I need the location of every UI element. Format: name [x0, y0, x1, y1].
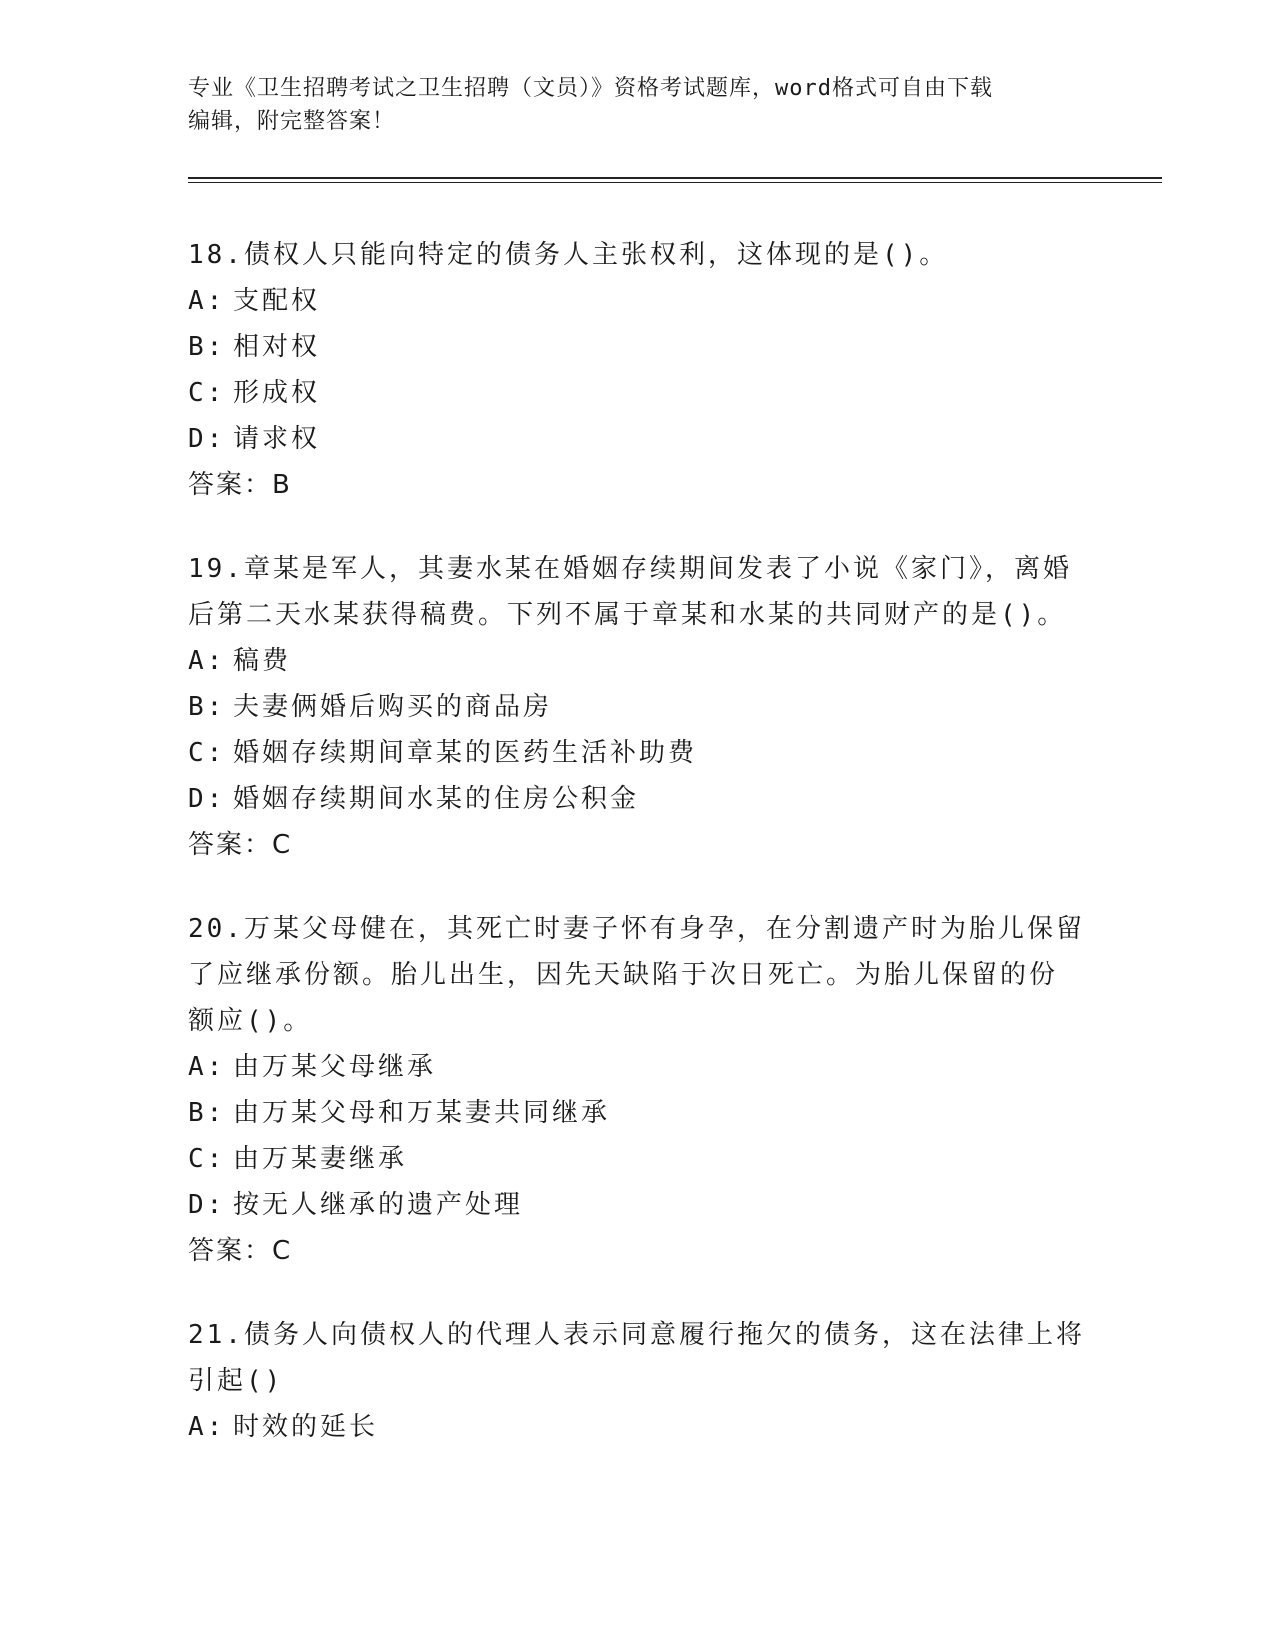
option-text: 婚姻存续期间水某的住房公积金: [233, 784, 640, 814]
option-key: C:: [188, 378, 226, 408]
option-d: [188, 776, 1088, 822]
option-b: [188, 1090, 1088, 1136]
option-key: C:: [188, 738, 226, 768]
option-d: [188, 1182, 1088, 1228]
option-key: B:: [188, 332, 226, 362]
option-text: 时效的延长: [233, 1412, 379, 1442]
option-text: 形成权: [233, 378, 321, 408]
question-text-line-2: 了应继承份额。胎儿出生，因先天缺陷于次日死亡。为胎儿保留的份: [188, 960, 1059, 990]
option-b: [188, 684, 1088, 730]
option-text: 请求权: [233, 424, 321, 454]
question-text-line-1: 19.章某是军人，其妻水某在婚姻存续期间发表了小说《家门》，离婚: [188, 554, 1072, 584]
option-b: [188, 324, 1088, 370]
option-a: [188, 1044, 1088, 1090]
option-text: 按无人继承的遗产处理: [233, 1190, 524, 1220]
option-text: 相对权: [233, 332, 321, 362]
option-text: 由万某妻继承: [233, 1144, 408, 1174]
document-header: [188, 72, 1088, 138]
question-text-line-1: 21.债务人向债权人的代理人表示同意履行拖欠的债务，这在法律上将: [188, 1320, 1085, 1350]
option-text: 婚姻存续期间章某的医药生活补助费: [233, 738, 698, 768]
header-divider: [188, 177, 1162, 179]
question-text-line-1: 20.万某父母健在，其死亡时妻子怀有身孕，在分割遗产时为胎儿保留: [188, 914, 1085, 944]
header-line-2: 编辑，附完整答案！: [188, 109, 396, 134]
option-key: A:: [188, 1412, 226, 1442]
option-key: A:: [188, 646, 226, 676]
question-text-line-2: 后第二天水某获得稿费。下列不属于章某和水某的共同财产的是()。: [188, 600, 1067, 630]
question-20: [188, 906, 1088, 1274]
question-19: [188, 546, 1088, 868]
header-line-1: 专业《卫生招聘考试之卫生招聘（文员）》资格考试题库，word格式可自由下载: [188, 76, 993, 101]
option-key: B:: [188, 1098, 226, 1128]
question-21: [188, 1312, 1088, 1450]
header-divider-thin: [188, 182, 1162, 183]
option-text: 由万某父母和万某妻共同继承: [233, 1098, 611, 1128]
option-a: [188, 1404, 1088, 1450]
question-text-line-3: 额应()。: [188, 1006, 313, 1036]
option-key: B:: [188, 692, 226, 722]
option-text: 由万某父母继承: [233, 1052, 437, 1082]
option-key: A:: [188, 1052, 226, 1082]
option-c: [188, 370, 1088, 416]
question-list: [188, 232, 1088, 1488]
question-18: [188, 232, 1088, 508]
option-c: [188, 730, 1088, 776]
option-text: 稿费: [233, 646, 292, 676]
question-text-line-2: 引起(): [188, 1366, 284, 1396]
option-a: [188, 638, 1088, 684]
option-key: D:: [188, 1190, 226, 1220]
option-key: D:: [188, 424, 226, 454]
option-c: [188, 1136, 1088, 1182]
answer: 答案：B: [188, 470, 292, 500]
option-d: [188, 416, 1088, 462]
option-a: [188, 278, 1088, 324]
answer: 答案：C: [188, 830, 293, 860]
answer: 答案：C: [188, 1236, 293, 1266]
option-text: 支配权: [233, 286, 321, 316]
question-text: 18.债权人只能向特定的债务人主张权利，这体现的是()。: [188, 240, 949, 270]
option-key: C:: [188, 1144, 226, 1174]
option-key: D:: [188, 784, 226, 814]
option-text: 夫妻俩婚后购买的商品房: [233, 692, 553, 722]
option-key: A:: [188, 286, 226, 316]
